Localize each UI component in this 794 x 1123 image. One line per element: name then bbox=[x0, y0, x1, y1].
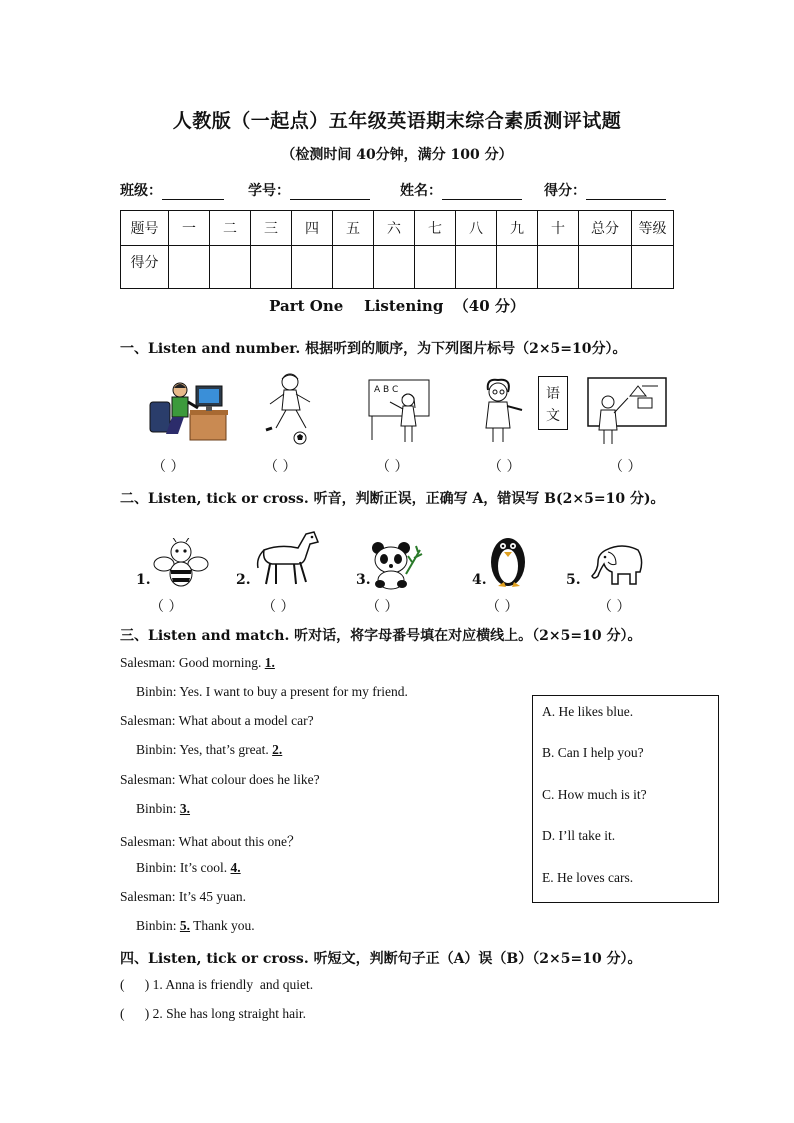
chinese-sign bbox=[538, 376, 568, 430]
speaker: Salesman: bbox=[120, 772, 176, 787]
table-cell: 七 bbox=[415, 211, 456, 246]
speaker: Binbin: bbox=[136, 742, 177, 757]
table-cell: 八 bbox=[456, 211, 497, 246]
teacher-blackboard-picture bbox=[368, 378, 432, 446]
part-one-title: Part One Listening （40 分） bbox=[269, 297, 525, 315]
section1-heading: 一、Listen and number. 根据听到的顺序，为下列图片标号（2×5=10分）。 bbox=[120, 341, 627, 357]
speaker: Salesman: bbox=[120, 713, 176, 728]
dialogue-text: Thank you. bbox=[190, 918, 255, 933]
name-blank[interactable] bbox=[442, 183, 522, 200]
elephant-picture bbox=[588, 540, 646, 586]
answer-blank[interactable]: 2. bbox=[272, 742, 283, 757]
speaker: Binbin: bbox=[136, 860, 177, 875]
answer-blank[interactable]: 4. bbox=[230, 860, 241, 875]
dialogue-text: Good morning. bbox=[178, 655, 265, 670]
table-cell: 三 bbox=[251, 211, 292, 246]
table-cell: 总分 bbox=[579, 211, 632, 246]
table-cell: 得分 bbox=[121, 246, 169, 289]
speaker: Binbin: bbox=[136, 918, 177, 933]
score-table-header-row bbox=[121, 211, 674, 246]
section4-item-1: ( ) 1. Anna is friendly and quiet. bbox=[120, 977, 314, 992]
page-title: 人教版（一起点）五年级英语期末综合素质测评试题 bbox=[172, 110, 622, 132]
sign-char-1: 语 bbox=[546, 386, 560, 402]
section2-answer-2[interactable]: （ ） bbox=[262, 599, 295, 615]
score-cell[interactable] bbox=[169, 246, 210, 289]
penguin-picture bbox=[486, 532, 532, 588]
panda-picture bbox=[368, 540, 424, 590]
table-cell: 四 bbox=[292, 211, 333, 246]
score-table bbox=[120, 210, 674, 289]
section3-heading: 三、Listen and match. 听对话，将字母番号填在对应横线上。（2×5=10 分）。 bbox=[120, 628, 642, 644]
section1-answer-5[interactable]: （ ） bbox=[609, 459, 642, 475]
class-blank[interactable] bbox=[162, 183, 224, 200]
dialogue-text: What about this one？ bbox=[178, 834, 301, 849]
speaker: Salesman: bbox=[120, 655, 176, 670]
bee-picture bbox=[152, 538, 210, 588]
number-label: 学号： bbox=[248, 183, 290, 199]
dialogue-line bbox=[120, 713, 314, 729]
options-box bbox=[532, 695, 719, 903]
football-boy-picture bbox=[262, 372, 324, 446]
dialogue-text: It’s 45 yuan. bbox=[178, 889, 246, 904]
score-cell[interactable] bbox=[210, 246, 251, 289]
dialogue-text: What colour does he like? bbox=[178, 772, 320, 787]
option-b: B. Can I help you? bbox=[542, 745, 644, 760]
section2-label-3: 3. bbox=[356, 572, 371, 588]
table-cell: 一 bbox=[169, 211, 210, 246]
number-blank[interactable] bbox=[290, 183, 370, 200]
class-label: 班级： bbox=[120, 183, 162, 199]
chinese-teacher-picture bbox=[478, 376, 526, 444]
option-c: C. How much is it? bbox=[542, 787, 647, 802]
dialogue-line bbox=[136, 801, 190, 817]
section1-answer-1[interactable]: （ ） bbox=[152, 459, 185, 475]
section2-label-1: 1. bbox=[136, 572, 151, 588]
section2-answer-4[interactable]: （ ） bbox=[486, 599, 519, 615]
name-field bbox=[400, 180, 522, 200]
score-cell[interactable] bbox=[632, 246, 674, 289]
score-cell[interactable] bbox=[415, 246, 456, 289]
dialogue-line bbox=[136, 860, 241, 876]
table-cell: 五 bbox=[333, 211, 374, 246]
score-cell[interactable] bbox=[497, 246, 538, 289]
speaker: Binbin: bbox=[136, 684, 177, 699]
score-cell[interactable] bbox=[251, 246, 292, 289]
score-field bbox=[544, 180, 666, 200]
section2-answer-5[interactable]: （ ） bbox=[598, 599, 631, 615]
section2-answer-1[interactable]: （ ） bbox=[150, 599, 183, 615]
dialogue-text: What about a model car? bbox=[178, 713, 314, 728]
computer-user-picture bbox=[148, 380, 228, 442]
section2-label-2: 2. bbox=[236, 572, 251, 588]
dialogue-text: It’s cool. bbox=[179, 860, 231, 875]
option-e: E. He loves cars. bbox=[542, 870, 634, 885]
table-cell: 十 bbox=[538, 211, 579, 246]
sign-char-2: 文 bbox=[546, 408, 560, 424]
dialogue-line bbox=[120, 772, 320, 788]
score-cell[interactable] bbox=[333, 246, 374, 289]
option-a: A. He likes blue. bbox=[542, 704, 634, 719]
score-cell[interactable] bbox=[374, 246, 415, 289]
section2-label-4: 4. bbox=[472, 572, 487, 588]
dialogue-line bbox=[136, 684, 408, 700]
section2-label-5: 5. bbox=[566, 572, 581, 588]
section4-item-2: ( ) 2. She has long straight hair. bbox=[120, 1006, 306, 1021]
dialogue-line bbox=[120, 889, 246, 905]
table-cell: 九 bbox=[497, 211, 538, 246]
horse-picture bbox=[252, 528, 322, 586]
dialogue-line bbox=[136, 918, 255, 934]
dialogue-line bbox=[136, 742, 282, 758]
table-cell: 六 bbox=[374, 211, 415, 246]
section1-answer-2[interactable]: （ ） bbox=[264, 459, 297, 475]
answer-blank[interactable]: 3. bbox=[179, 801, 191, 816]
name-label: 姓名： bbox=[400, 183, 442, 199]
dialogue-line bbox=[120, 655, 275, 671]
speaker: Binbin: bbox=[136, 801, 177, 816]
dialogue-text: Yes, that’s great. bbox=[179, 742, 273, 757]
score-blank[interactable] bbox=[586, 183, 666, 200]
dialogue-text: Yes. I want to buy a present for my friend. bbox=[179, 684, 408, 699]
table-cell: 二 bbox=[210, 211, 251, 246]
class-field bbox=[120, 180, 224, 200]
score-cell[interactable] bbox=[292, 246, 333, 289]
section1-answer-3[interactable]: （ ） bbox=[376, 459, 409, 475]
table-cell: 题号 bbox=[121, 211, 169, 246]
score-cell[interactable] bbox=[538, 246, 579, 289]
score-cell[interactable] bbox=[579, 246, 632, 289]
score-cell[interactable] bbox=[456, 246, 497, 289]
score-label: 得分： bbox=[544, 183, 586, 199]
option-d: D. I’ll take it. bbox=[542, 828, 616, 843]
section1-answer-4[interactable]: （ ） bbox=[488, 459, 521, 475]
table-cell: 等级 bbox=[632, 211, 674, 246]
speaker: Salesman: bbox=[120, 889, 176, 904]
speaker: Salesman: bbox=[120, 834, 176, 849]
section4-heading: 四、Listen, tick or cross. 听短文，判断句子正（A）误（B）（2×5=10 分）。 bbox=[120, 951, 642, 967]
answer-blank[interactable]: 1. bbox=[264, 655, 275, 670]
maths-teacher-picture bbox=[586, 376, 670, 446]
page-subtitle: （检测时间 40分钟，满分 100 分） bbox=[281, 147, 513, 163]
score-table-score-row bbox=[121, 246, 674, 289]
section2-heading: 二、Listen, tick or cross. 听音，判断正误，正确写 A，错误写 B(2×5=10 分)。 bbox=[120, 491, 665, 507]
number-field bbox=[248, 180, 370, 200]
dialogue-line bbox=[120, 830, 301, 850]
svg-text:A B C: A B C bbox=[374, 385, 399, 395]
answer-blank[interactable]: 5. bbox=[179, 918, 191, 933]
section2-answer-3[interactable]: （ ） bbox=[366, 599, 399, 615]
